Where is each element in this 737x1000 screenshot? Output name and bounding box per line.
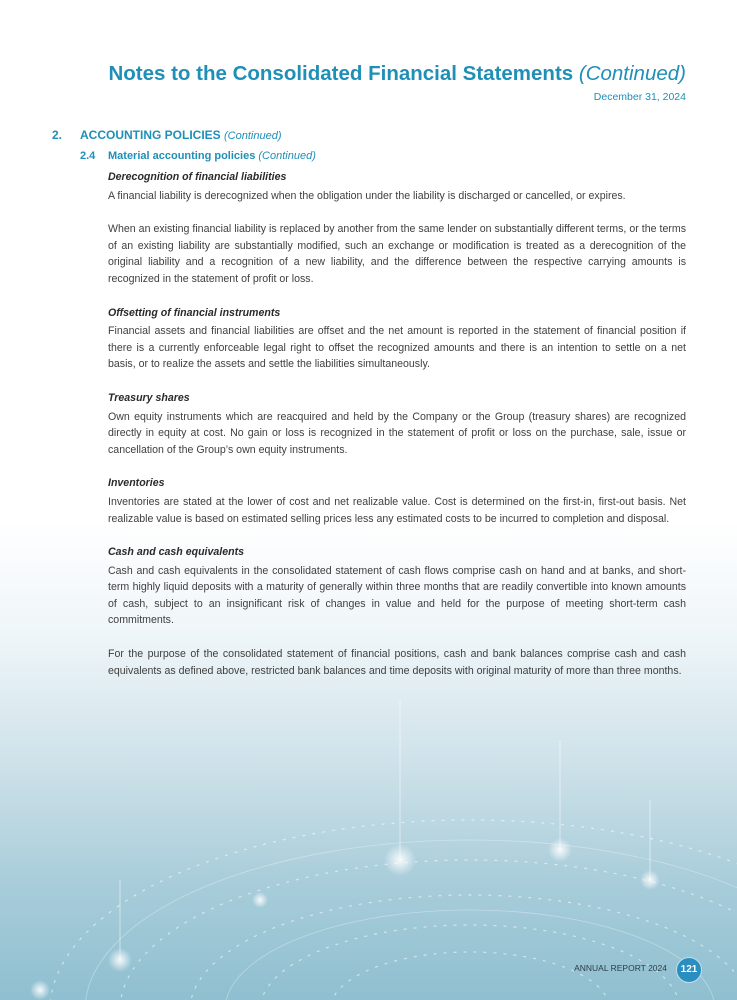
subsection-number: 2.4 [80, 150, 96, 162]
section-number: 2. [52, 128, 63, 142]
page-number-badge: 121 [676, 957, 702, 983]
note-paragraph: Financial assets and financial liabilities are offset and the net amount is reported in the statement of financial position if there is a currently enforceable legal right to offset the recognized amounts and there is an intention to settle on a net basis, or to realize the assets and settle the liabilities simultaneously. [108, 325, 686, 371]
section-title: ACCOUNTING POLICIES [80, 128, 221, 142]
note-heading: Inventories [108, 477, 165, 490]
note-paragraph: Inventories are stated at the lower of cost and net realizable value. Cost is determined on the first-in, first-out basis. Net realizable value is based on estimated selling prices less any estimated costs to be incurred to completion and disposal. [108, 495, 686, 525]
subsection-heading [80, 150, 316, 162]
report-date: December 31, 2024 [593, 91, 686, 103]
note-paragraph: Own equity instruments which are reacquired and held by the Company or the Group (treasury shares) are recognized directly in equity at cost. No gain or loss is recognized in the statement of profit or loss on the purchase, sale, issue or cancellation of the Group’s own equity instruments. [108, 410, 686, 456]
note-heading: Derecognition of financial liabilities [108, 171, 287, 183]
section-suffix: (Continued) [224, 130, 282, 142]
note-heading: Offsetting of financial instruments [108, 306, 281, 319]
section-heading [52, 128, 282, 142]
note-paragraph: Cash and cash equivalents in the consolidated statement of cash flows comprise cash on hand and at banks, and short-term highly liquid deposits with a maturity of generally within three months that are readily convertible into known amounts of cash, subject to an insignificant risk of changes in value and held for the purpose of meeting short-term cash commitments. [108, 564, 686, 627]
note-heading: Treasury shares [108, 391, 190, 404]
page-title [108, 62, 686, 86]
notes-body [108, 169, 686, 696]
subsection-title: Material accounting policies [108, 150, 256, 162]
subsection-suffix: (Continued) [258, 150, 316, 162]
note-heading: Cash and cash equivalents [108, 546, 245, 559]
footer-report-label: ANNUAL REPORT 2024 [574, 963, 667, 973]
note-inventories [108, 475, 686, 527]
note-derecognition [108, 169, 686, 288]
page-title-suffix: (Continued) [578, 62, 686, 85]
note-paragraph: A financial liability is derecognized when the obligation under the liability is discharged or cancelled, or expires. [108, 189, 626, 202]
note-paragraph: When an existing financial liability is replaced by another from the same lender on substantially different terms, or the terms of an existing liability are substantially modified, such an exchange or modification is treated as a derecognition of the original liability and a recognition of a new liability, and the difference between the respective carrying amounts is recognized in the statement of profit or loss. [108, 223, 686, 285]
note-treasury-shares [108, 390, 686, 458]
note-cash-equivalents [108, 544, 686, 679]
page-title-text: Notes to the Consolidated Financial Statements [108, 62, 574, 85]
note-paragraph: For the purpose of the consolidated statement of financial positions, cash and bank balances comprise cash and cash equivalents as defined above, restricted bank balances and time deposits with original maturity of more than three months. [108, 648, 686, 677]
note-offsetting [108, 305, 686, 373]
